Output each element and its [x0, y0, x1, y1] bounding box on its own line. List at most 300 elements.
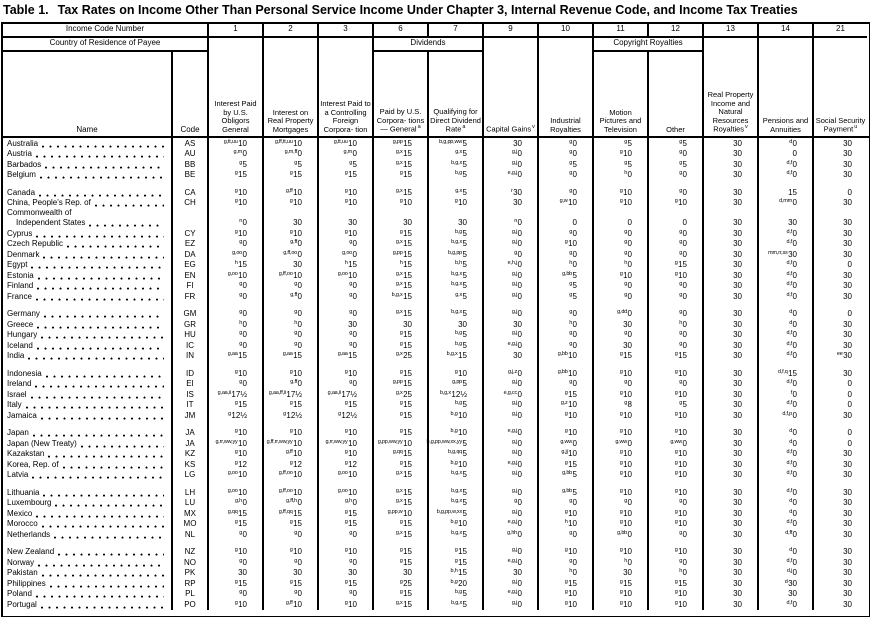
footnote-letters: g,x — [395, 351, 403, 357]
rate-cell — [537, 291, 592, 302]
footnote-letters: g — [679, 228, 683, 235]
rate-cell — [592, 529, 647, 540]
footnote-letters: g — [674, 351, 678, 357]
footnote-letters: g — [289, 170, 293, 176]
footnote-letters: b,g,x — [446, 351, 458, 357]
spacer-cell — [757, 302, 812, 309]
rate-value: 15 — [403, 159, 412, 169]
rate-value: 10 — [348, 228, 357, 238]
spacer-cell — [3, 540, 171, 547]
rate-value: 10 — [678, 547, 687, 556]
rate-value: 10 — [678, 449, 687, 458]
rate-cell — [207, 170, 262, 181]
rate-cell — [427, 519, 482, 530]
footnote-letters: g — [674, 508, 678, 515]
rate-cell — [372, 149, 427, 160]
table-row — [3, 438, 869, 449]
rate-value: 5 — [462, 309, 467, 318]
country-name — [3, 487, 171, 498]
footnote-letters: g,ww — [615, 438, 628, 445]
table-row — [3, 351, 869, 362]
rate-value: 0 — [847, 438, 852, 448]
footnote-letters: d — [784, 578, 788, 585]
footnote-letters: g — [294, 281, 298, 287]
footnote-letters: g — [674, 519, 678, 525]
rate-cell — [757, 368, 812, 379]
table-row — [3, 309, 869, 320]
rate-value: 30 — [733, 438, 742, 448]
footnote-letters: g — [569, 187, 573, 194]
footnote-letters: g — [344, 400, 348, 406]
footnote-letters: g — [619, 389, 623, 396]
rate-value: 0 — [517, 218, 522, 227]
rate-value: 10 — [293, 270, 302, 280]
spacer-row — [3, 540, 869, 547]
country-code: IS — [171, 389, 207, 400]
rate-cell — [207, 309, 262, 320]
footnote-letters: g,bb — [557, 351, 568, 357]
table-row — [3, 198, 869, 209]
rate-value: 10 — [568, 589, 577, 598]
rate-cell — [537, 187, 592, 198]
rate-cell — [647, 270, 702, 281]
footnote-letters: g — [234, 459, 238, 466]
rate-value: 30 — [403, 218, 412, 227]
table-row — [3, 228, 869, 239]
footnote-letters: b,g,x — [451, 270, 463, 277]
country-code: KZ — [171, 449, 207, 460]
spacer-cell — [262, 180, 317, 187]
footnote-letters: g — [349, 379, 353, 385]
rate-value: 0 — [517, 340, 522, 350]
rate-cell — [427, 270, 482, 281]
country-name-text: Egypt — [7, 260, 28, 269]
rate-cell — [427, 599, 482, 610]
rate-cell — [592, 578, 647, 589]
footnote-letters: g — [619, 459, 623, 466]
spacer-cell — [757, 480, 812, 487]
rate-value: 30 — [843, 239, 852, 248]
rate-value: 15 — [403, 470, 412, 479]
rate-cell — [537, 529, 592, 540]
rate-cell — [812, 470, 867, 481]
rate-value: 0 — [572, 218, 577, 227]
rate-value: 30 — [733, 568, 742, 577]
footnote-letters: g — [289, 547, 293, 553]
rate-value: 5 — [627, 138, 632, 148]
spacer-cell — [171, 302, 207, 309]
rate-cell — [262, 368, 317, 379]
rate-value: 0 — [352, 330, 357, 339]
rate-cell — [592, 138, 647, 149]
rate-cell — [317, 547, 372, 558]
rate-value: 10 — [568, 198, 577, 207]
rate-cell — [592, 589, 647, 600]
country-name — [3, 138, 171, 149]
rate-value: 0 — [297, 249, 302, 259]
rate-value: 30 — [623, 319, 632, 329]
footnote-letters: g,x — [395, 487, 403, 494]
table-row — [3, 149, 869, 160]
footnote-letters: g,h — [235, 498, 243, 504]
rate-cell — [262, 557, 317, 568]
rate-cell — [592, 470, 647, 481]
dot-leader — [31, 395, 164, 399]
rate-cell — [592, 208, 647, 228]
rate-value: 30 — [733, 340, 742, 350]
rate-value: 30 — [843, 159, 852, 169]
rate-value: 10 — [238, 599, 247, 609]
footnote-letters: n — [239, 218, 243, 224]
rate-cell — [317, 508, 372, 519]
rate-value: 30 — [843, 228, 852, 238]
footnote-letters: g — [454, 547, 458, 553]
rate-value: 10 — [623, 599, 632, 609]
rate-value: 0 — [627, 281, 632, 290]
rate-value: 10 — [568, 449, 577, 458]
rate-cell — [812, 508, 867, 519]
footnote-letters: g — [564, 459, 568, 466]
footnote-letters: h — [624, 557, 628, 564]
rate-value: 10 — [623, 368, 632, 378]
footnote-letters: b,h — [455, 260, 463, 266]
spacer-cell — [592, 180, 647, 187]
footnote-letters: g,j — [511, 487, 518, 494]
rate-cell — [812, 529, 867, 540]
footnote-letters: b,g — [455, 228, 463, 235]
rate-value: 15 — [458, 351, 467, 360]
rate-value: 0 — [517, 449, 522, 458]
rate-value: 5 — [462, 599, 467, 609]
rate-value: 30 — [293, 218, 302, 227]
rate-cell — [482, 410, 537, 421]
rate-cell — [372, 578, 427, 589]
footnote-letters: b,g,pp,w,xx — [436, 508, 463, 515]
rate-cell — [207, 159, 262, 170]
rate-value: 0 — [792, 547, 797, 556]
footnote-letters: d,f — [786, 170, 793, 176]
country-name — [3, 578, 171, 589]
rate-cell — [262, 309, 317, 320]
country-name-text: Belgium — [7, 170, 36, 179]
country-code: CH — [171, 198, 207, 209]
rate-cell — [812, 309, 867, 320]
footnote-letters: b,g — [450, 459, 458, 466]
footnote-letters: g — [234, 519, 238, 525]
rate-cell — [482, 379, 537, 390]
table-row — [3, 291, 869, 302]
rate-value: 0 — [242, 319, 247, 329]
rate-cell — [317, 198, 372, 209]
rate-value: 0 — [297, 330, 302, 339]
dot-leader — [46, 374, 164, 378]
rate-cell — [537, 568, 592, 579]
rate-value: 0 — [517, 578, 522, 588]
table-row — [3, 557, 869, 568]
col-header-text: Motion Pictures and Television — [599, 107, 642, 134]
rate-value: 0 — [792, 400, 797, 409]
rate-cell — [482, 599, 537, 610]
rate-value: 15 — [403, 291, 412, 301]
rate-value: 0 — [572, 498, 577, 507]
footnote-letters: g,aa — [282, 351, 293, 357]
rate-cell — [427, 170, 482, 181]
country-name — [3, 159, 171, 170]
footnote-letters: g — [569, 170, 573, 176]
rate-cell — [317, 228, 372, 239]
spacer-cell — [592, 480, 647, 487]
rate-value: 15 — [403, 228, 412, 238]
col-header-text: Capital Gains — [486, 124, 532, 134]
rate-cell — [757, 319, 812, 330]
country-code: NO — [171, 557, 207, 568]
rate-value: 10 — [238, 547, 247, 556]
footnote-letters: g — [344, 519, 348, 525]
rate-cell — [592, 291, 647, 302]
rate-value: 10 — [238, 449, 247, 458]
rate-value: 30 — [403, 319, 412, 329]
rate-cell — [702, 449, 757, 460]
footnote-letters: g,pp,ww,yy — [377, 438, 403, 445]
rate-value: 0 — [627, 170, 632, 179]
footnote-letters: g — [234, 368, 238, 375]
footnote-letters: h — [624, 260, 628, 266]
rate-cell — [537, 459, 592, 470]
footnote-letters: g — [344, 508, 348, 515]
footnote-letters: g — [234, 449, 238, 455]
rate-value: 0 — [517, 249, 522, 259]
rate-cell — [207, 498, 262, 509]
rate-cell — [427, 410, 482, 421]
rate-value: 15 — [238, 351, 247, 360]
footnote-letters: g — [239, 159, 243, 166]
rate-cell — [372, 368, 427, 379]
rate-cell — [262, 319, 317, 330]
rate-value: 15 — [678, 578, 687, 588]
spacer-row — [3, 302, 869, 309]
footnote-letters: d,f — [786, 291, 793, 298]
country-code: EG — [171, 260, 207, 271]
footnote-letters: g — [564, 589, 568, 595]
rate-value: 0 — [517, 589, 522, 598]
rate-cell — [262, 547, 317, 558]
rate-value: 10 — [293, 438, 302, 448]
footnote-letters: g,j,z — [507, 368, 518, 375]
footnote-letters: d,f — [786, 239, 793, 245]
rate-value: 10 — [623, 389, 632, 399]
rate-cell — [207, 599, 262, 610]
dot-leader — [36, 154, 164, 158]
rate-value: 17½ — [231, 389, 247, 399]
rate-cell — [207, 239, 262, 250]
rate-value: 5 — [462, 260, 467, 269]
rate-cell — [317, 519, 372, 530]
rate-cell — [757, 519, 812, 530]
spacer-row — [3, 180, 869, 187]
rate-cell — [647, 410, 702, 421]
rate-cell — [317, 239, 372, 250]
footnote-letters: g — [619, 578, 623, 585]
country-code: GM — [171, 309, 207, 320]
footnote-letters: g,pp — [392, 138, 403, 145]
rate-value: 0 — [297, 281, 302, 290]
country-code: NL — [171, 529, 207, 540]
footnote-letters: g,x — [395, 187, 403, 194]
rate-value: 15 — [403, 260, 412, 269]
rate-cell — [647, 291, 702, 302]
country-name-text: Barbados — [7, 159, 42, 169]
footnote-letters: b,g — [455, 400, 463, 406]
rate-value: 0 — [627, 438, 632, 448]
dot-leader — [44, 314, 164, 318]
dot-leader — [58, 552, 164, 556]
rate-cell — [757, 149, 812, 160]
rate-cell — [317, 428, 372, 439]
spacer-cell — [207, 421, 262, 428]
rate-cell — [757, 228, 812, 239]
country-code: ID — [171, 368, 207, 379]
table-row — [3, 340, 869, 351]
footnote-letters: g — [294, 309, 298, 315]
spacer-cell — [757, 421, 812, 428]
footnote-letters: b,g,pp — [447, 249, 463, 256]
footnote-letters: d,f — [786, 270, 793, 277]
rate-cell — [812, 368, 867, 379]
rate-value: 10 — [458, 519, 467, 528]
spacer-cell — [3, 421, 171, 428]
spacer-cell — [317, 361, 372, 368]
footnote-letters: g — [569, 228, 573, 235]
rate-cell — [592, 519, 647, 530]
rate-cell — [537, 547, 592, 558]
rate-value: 0 — [242, 379, 247, 388]
rate-value: 0 — [682, 568, 687, 577]
rate-value: 15 — [623, 578, 632, 588]
rate-cell — [702, 410, 757, 421]
rate-cell — [757, 459, 812, 470]
rate-value: 10 — [623, 589, 632, 598]
country-name-text: India — [7, 351, 25, 360]
footnote-letters: g,ff — [285, 187, 293, 194]
rate-cell — [317, 281, 372, 292]
rate-cell — [757, 198, 812, 209]
rate-cell — [427, 340, 482, 351]
rate-cell — [427, 351, 482, 362]
footnote-letters: g — [454, 557, 458, 564]
rate-cell — [812, 400, 867, 411]
footnote-letters: g,j — [511, 239, 518, 245]
rate-value: 0 — [792, 428, 797, 437]
spacer-cell — [812, 421, 867, 428]
footnote-letters: g — [294, 529, 298, 536]
rate-cell — [317, 529, 372, 540]
spacer-cell — [647, 302, 702, 309]
footnote-letters: g — [569, 340, 573, 347]
rate-value: 0 — [572, 438, 577, 448]
footnote-letters: g — [234, 400, 238, 406]
footnote-letters: g,x — [455, 149, 463, 155]
table-row — [3, 208, 869, 228]
footnote-letters: g,x — [455, 291, 463, 298]
col-header-footnote: v — [745, 124, 748, 130]
rate-cell — [207, 351, 262, 362]
country-name-text: Japan (New Treaty) — [7, 438, 77, 448]
country-name — [3, 379, 171, 390]
country-name-text: Hungary — [7, 330, 38, 339]
footnote-letters: g — [289, 578, 293, 585]
rate-value: 30 — [733, 198, 742, 207]
rate-value: 0 — [242, 340, 247, 350]
rate-value: 0 — [517, 270, 522, 280]
rate-cell — [262, 228, 317, 239]
footnote-letters: g,ff — [290, 239, 298, 245]
rate-value: 10 — [458, 428, 467, 437]
country-name — [3, 351, 171, 362]
rate-cell — [592, 170, 647, 181]
footnote-letters: h — [234, 260, 238, 266]
rate-value: 0 — [517, 459, 522, 469]
rate-cell — [592, 351, 647, 362]
rate-value: 30 — [843, 149, 852, 158]
footnote-letters: g — [679, 498, 683, 504]
rate-value: 5 — [572, 291, 577, 301]
rate-cell — [647, 449, 702, 460]
footnote-letters: g — [619, 487, 623, 494]
rate-value: 0 — [792, 330, 797, 339]
country-code: JM — [171, 410, 207, 421]
rate-cell — [757, 351, 812, 362]
col-header-pensions-annuities — [757, 38, 812, 136]
rate-value: 15 — [238, 400, 247, 409]
rate-value: 0 — [627, 379, 632, 388]
rate-cell — [317, 459, 372, 470]
footnote-letters: g,bb — [562, 270, 573, 277]
rate-cell — [427, 198, 482, 209]
col-header-industrial-royalties — [537, 38, 592, 136]
rate-value: 0 — [352, 149, 357, 158]
rate-cell — [262, 519, 317, 530]
footnote-letters: g — [679, 291, 683, 298]
rate-cell — [427, 459, 482, 470]
rate-value: 0 — [297, 149, 302, 158]
country-code: CA — [171, 187, 207, 198]
rate-value: 15 — [238, 170, 247, 179]
rate-value: 0 — [682, 330, 687, 339]
rate-cell — [702, 170, 757, 181]
rate-cell — [372, 309, 427, 320]
footnote-letters: h — [569, 568, 573, 574]
rate-value: 10 — [568, 351, 577, 360]
footnote-letters: d,mm — [779, 198, 793, 204]
rate-cell — [262, 400, 317, 411]
footnote-letters: b,g,pp,ww,xx,yy — [426, 438, 463, 445]
rate-value: 30 — [788, 218, 797, 227]
rate-value: 30 — [293, 260, 302, 269]
rate-value: 30 — [843, 589, 852, 598]
rate-cell — [647, 529, 702, 540]
footnote-letters: g,aa,ii — [327, 389, 341, 396]
footnote-letters: n — [514, 218, 518, 224]
footnote-letters: g,x — [395, 281, 403, 287]
country-name-text: Iceland — [7, 340, 33, 350]
spacer-cell — [171, 421, 207, 428]
country-name — [3, 498, 171, 509]
rate-value: 10 — [678, 599, 687, 609]
footnote-letters: g,j — [511, 379, 518, 385]
footnote-letters: g — [454, 198, 458, 204]
country-code: PO — [171, 599, 207, 610]
rate-cell — [702, 239, 757, 250]
